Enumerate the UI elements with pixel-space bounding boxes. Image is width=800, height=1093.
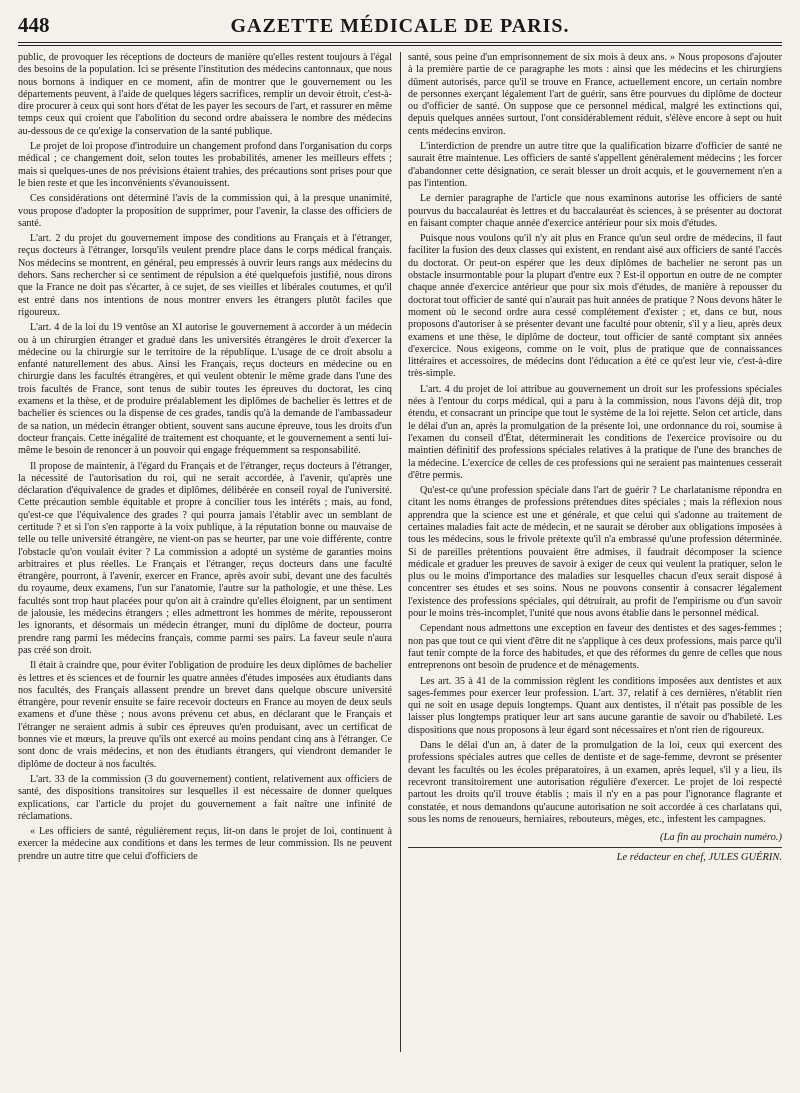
article-paragraph: Il était à craindre que, pour éviter l'obligation de produire les deux diplômes de bachelier ès lettres et ès sciences et de fournir les quatre années d'études imposées aux étudiants dans nos facultés, des Français allassent prendre un brevet dans quelque obscure université étrangère, pour revenir ensuite se faire recevoir docteurs en France au moyen de deux seuls examens et d'une thèse ; nous avons prévenu cet abus, en déclarant que le Français et l'étranger ne seraient admis à subir ces épreuves qu'en produisant, avec un certificat de bonnes vie et mœurs, la preuve qu'ils ont exercé au moins pendant cinq ans à l'étranger. Ce sont donc de vrais médecins, et non des étudiants étrangers, qui viendront demander le diplôme de docteur à nos facultés. xyxy=(18,660,392,770)
article-paragraph: Cependant nous admettons une exception en faveur des dentistes et des sages-femmes ; non pas que tout ce qui vient d'être dit ne s'applique à ces deux professions, mais parce qu'il faut tenir compte de la force des habitudes, et que des réformes du genre de celles que nous entreprenons ont besoin de prudence et de ménagements. xyxy=(408,623,782,672)
article-paragraph: « Les officiers de santé, régulièrement reçus, lit-on dans le projet de loi, continuent à exercer la médecine aux conditions et dans les termes de leur commission. Ils ne peuvent prendre un autre titre que celui d'officiers de xyxy=(18,826,392,862)
header-rule xyxy=(18,42,782,43)
article-paragraph: Puisque nous voulons qu'il n'y ait plus en France qu'un seul ordre de médecins, il faut faciliter la fusion des deux classes qui existent, en rendant aisé aux officiers de santé l'accès du doctorat. Or peut-on espérer que les deux diplômes de bachelier ne seront pas un obstacle insurmontable pour la plupart d'entre eux ? Est-il opportun en outre de ne compter chaque année d'exercice antérieur que pour six mois d'études, de manière à repousser du doctorat tout officier de santé qui n'aurait pas huit années de pratique ? Nous devons hâter le moment où le second ordre aura cessé complétement d'exister ; et, dans ce but, nous proposons d'autoriser à se présenter devant une faculté pour obtenir, s'il y a lieu, après deux examens et une thèse, le diplôme de docteur, tout officier de santé comptant six années d'exercice. Nous exigeons, comme on le voit, plus de pratique que de connaissances littéraires et accessoires, de médecins dont l'éducation a été ce qu'est leur vie, c'est-à-dire très-simple. xyxy=(408,233,782,380)
article-paragraph: Les art. 35 à 41 de la commission règlent les conditions imposées aux dentistes et aux sages-femmes pour exercer leur profession. L'art. 37, relatif à ces dernières, n'établit rien qui ne soit en usage depuis longtemps. Quant aux dentistes, il n'était pas possible de les laisser plus longtemps pratiquer leur art sans aucune garantie de savoir ou d'habileté. Les dispositions que nous proposons à leur égard sont nécessaires et n'ont rien de rigoureux. xyxy=(408,675,782,736)
article-paragraph: L'art. 2 du projet du gouvernement impose des conditions au Français et à l'étranger, reçus docteurs à l'étranger, lorsqu'ils veulent prendre place dans le corps médical français. Nos médecins se montrent, en général, peu empressés à ouvrir leurs rangs aux médecins du dehors. Sans rechercher si ce sentiment de répulsion a été quelquefois justifié, nous dirons que la France ne doit pas s'écarter, à ce sujet, de ses vieilles et libérales coutumes, et qu'il est entré dans nos intentions de nous montrer envers les étrangers plutôt faciles que rigoureux. xyxy=(18,233,392,318)
header-rule-secondary xyxy=(18,45,782,46)
page-header xyxy=(18,14,782,38)
signature-rule xyxy=(408,847,782,848)
article-paragraph: Le dernier paragraphe de l'article que nous examinons autorise les officiers de santé pourvus du baccalauréat ès lettres et du baccalauréat ès sciences, à se présenter au doctorat en faisant compter chaque année d'exercice antérieur pour six mois d'études. xyxy=(408,193,782,229)
left-column xyxy=(18,52,392,1082)
right-column-paragraphs xyxy=(408,52,782,826)
article-paragraph: Dans le délai d'un an, à dater de la promulgation de la loi, ceux qui exercent des professions spéciales autres que celles de dentiste et de sage-femme, devront se présenter devant les facultés ou les écoles préparatoires, à un examen, après lequel, s'il y a lieu, ils recevront transitoirement une autorisation régulière d'exercer. Le projet de loi respecté partout les droits qu'il trouve établis ; mais il n'y en a pas pour l'ignorance flagrante et constatée, et nous demandons qu'aucune autorisation ne soit accordée à ces charlatans qui, sous les noms de renoueurs, herniaires, rebouteurs, mèges, etc., infestent les campagnes. xyxy=(408,740,782,825)
article-paragraph: santé, sous peine d'un emprisonnement de six mois à deux ans. » Nous proposons d'ajouter à la première partie de ce paragraphe les mots : ainsi que les médecins et les chirurgiens dûment autorisés, parce qu'il se trouve en France, actuellement encore, un certain nombre de personnes exerçant légalement l'art de guérir, sans être pourvues du diplôme de docteur ou d'officier de santé. On suppose que ce personnel médical, malgré les extinctions qui, depuis quelques années surtout, l'ont considérablement réduit, s'élève encore à sept ou huit cents médecins environ. xyxy=(408,52,782,137)
article-paragraph: L'interdiction de prendre un autre titre que la qualification bizarre d'officier de santé ne saurait être maintenue. Les officiers de santé s'appellent généralement médecins ; les forcer d'abandonner cette désignation, ce serait blesser un droit acquis, et le gouvernement n'en a pas l'intention. xyxy=(408,141,782,189)
right-column xyxy=(408,52,782,1082)
journal-title: GAZETTE MÉDICALE DE PARIS. xyxy=(230,15,570,37)
article-paragraph: Le projet de loi propose d'introduire un changement profond dans l'organisation du corps médical ; ce changement doit, selon toutes les probabilités, amener les meilleurs effets ; mais si quelques-unes de nos prévisions étaient trahies, des précautions sont prises pour que le bien reste et que les inconvénients s'évanouissent. xyxy=(18,141,392,189)
article-paragraph: L'art. 33 de la commission (3 du gouvernement) contient, relativement aux officiers de santé, des dispositions transitoires sur lesquelles il est nécessaire de donner quelques explications, car l'article du projet du gouvernement a fait naître une infinité de réclamations. xyxy=(18,773,392,822)
article-columns xyxy=(18,52,782,1082)
article-paragraph: public, de provoquer les réceptions de docteurs de manière qu'elles restent toujours à l'égal des besoins de la population. Ici se présente l'institution des médecins cantonnaux, que nous nous bornons à indiquer en ce moment, afin de montrer que le gouvernement ou les départements peuvent, à l'aide de quelques légers sacrifices, remplir un devoir étroit, c'est-à-dire procurer à ceux qui sont hors d'état de les payer les secours de l'art, et rassurer en même temps ceux qui croient que l'abolition du second ordre abaissera le nombre des médecins au-dessous de ce qu'exige la conservation de la santé publique. xyxy=(18,52,392,137)
editor-signature: Le rédacteur en chef, JULES GUÉRIN. xyxy=(616,852,782,864)
article-paragraph: Ces considérations ont déterminé l'avis de la commission qui, à la presque unanimité, vous propose d'adopter la proposition de supprimer, pour l'avenir, la classe des officiers de santé. xyxy=(18,193,392,229)
article-paragraph: L'art. 4 du projet de loi attribue au gouvernement un droit sur les professions spéciales nées à l'entour du corps médical, qui a paru à la commission, nous l'avons déjà dit, trop étendu, et consacrant un principe que tout le système de la loi rejette. Selon cet article, dans le délai d'un an, après la promulgation de la présente loi, une ordonnance du roi, soumise à l'examen du conseil d'État, déterminerait les conditions de l'exercice provisoire ou du maintien définitif des professions spéciales relatives à la pratique de l'une des branches de la médecine. L'exercice de celles de ces professions qui ne seraient pas maintenues cesserait d'être permis. xyxy=(408,383,782,481)
article-paragraph: L'art. 4 de la loi du 19 ventôse an XI autorise le gouvernement à accorder à un médecin ou à un chirurgien étranger et gradué dans les universités étrangères le droit d'exercer la médecine ou la chirurgie sur le territoire de la république. L'usage de ce droit absolu a enfanté naturellement des abus. Ainsi les Français, reçus docteurs en médecine ou en chirurgie dans les facultés étrangères, et qui veulent obtenir le même grade dans l'une des trois facultés de France, sont tenus de subir toutes les épreuves du doctorat, les cinq examens et la thèse, et de produire préalablement les diplômes de bachelier ès lettres et de bachelier ès sciences ou la dispense de ces grades, tandis qu'à la demande de l'ambassadeur de sa nation, un médecin étranger obtient, souvent sans aucune épreuve, tous les droits d'un docteur français. Cette inégalité de traitement est choquante, et le gouvernement a senti lui-même le besoin de renoncer à un pouvoir qui engage fréquemment sa responsabilité. xyxy=(18,322,392,457)
article-paragraph: Qu'est-ce qu'une profession spéciale dans l'art de guérir ? Le charlatanisme répondra en citant les noms étranges de professions prétendues dites spéciales ; mais la réflexion nous apprendra que la science est une et générale, et que celui qui s'adonne au traitement de certaines maladies fait acte de médecin, et ne saurait se dérober aux obligations imposées à tous les médecins, sous le frivole prétexte qu'il n'a embrassé qu'une profession déterminée. Si de pareilles prétentions pouvaient être admises, il faudrait décomposer la science médicale et graduer les preuves de savoir à exiger de ceux qui veulent la pratiquer, selon le plus ou le moins d'importance des maladies sur lesquelles chacun d'eux serait disposé à concentrer ses études et ses soins. Nous ne pouvons consentir à consacrer légalement l'existence des professions spéciales, qui détruirait, au profit de l'empirisme ou d'un savoir pour le moins très-incomplet, l'unité que nous avons établie dans le personnel médical. xyxy=(408,485,782,620)
page-number: 448 xyxy=(18,13,50,37)
continuation-note: (La fin au prochain numéro.) xyxy=(659,832,782,844)
article-paragraph: Il propose de maintenir, à l'égard du Français et de l'étranger, reçus docteurs à l'étranger, la nécessité de l'autorisation du roi, qui ne serait accordée, à l'avenir, qu'après une déclaration d'équivalence de grades et diplômes, délibérée en conseil royal de l'université. Cette précaution semble équitable et propre à concilier tous les intérêts ; mais, au fond, qu'est-ce que l'équivalence des grades ? qui pourra jamais l'établir avec un semblant de certitude ? et si l'on s'en rapporte à la voix publique, à la réputation bonne ou mauvaise de telle ou telle université étrangère, ne vient-on pas se heurter, par une voie différente, contre l'obstacle qu'on voulait éviter ? La commission a adopté un système de garanties moins arbitraires et plus réelles. Le Français et l'étranger, reçus docteurs dans une faculté étrangère, pourront, à l'avenir, exercer en France, après avoir subi, devant une des facultés du royaume, deux examens, l'un sur l'anatomie, l'autre sur la pathologie, et une thèse. Les facultés sont trop haut placées pour qu'on ait à craindre qu'elles éloignent, par un sentiment de jalousie, les médecins étrangers ; elles admettront les hommes de mérite, repousseront les ignorants, et désormais un médecin étranger, muni du diplôme de docteur, pourra prendre rang parmi les médecins français, comme parmi ses pairs. La faveur seule n'aura pas créé son droit. xyxy=(18,460,392,656)
column-divider xyxy=(400,52,401,1052)
